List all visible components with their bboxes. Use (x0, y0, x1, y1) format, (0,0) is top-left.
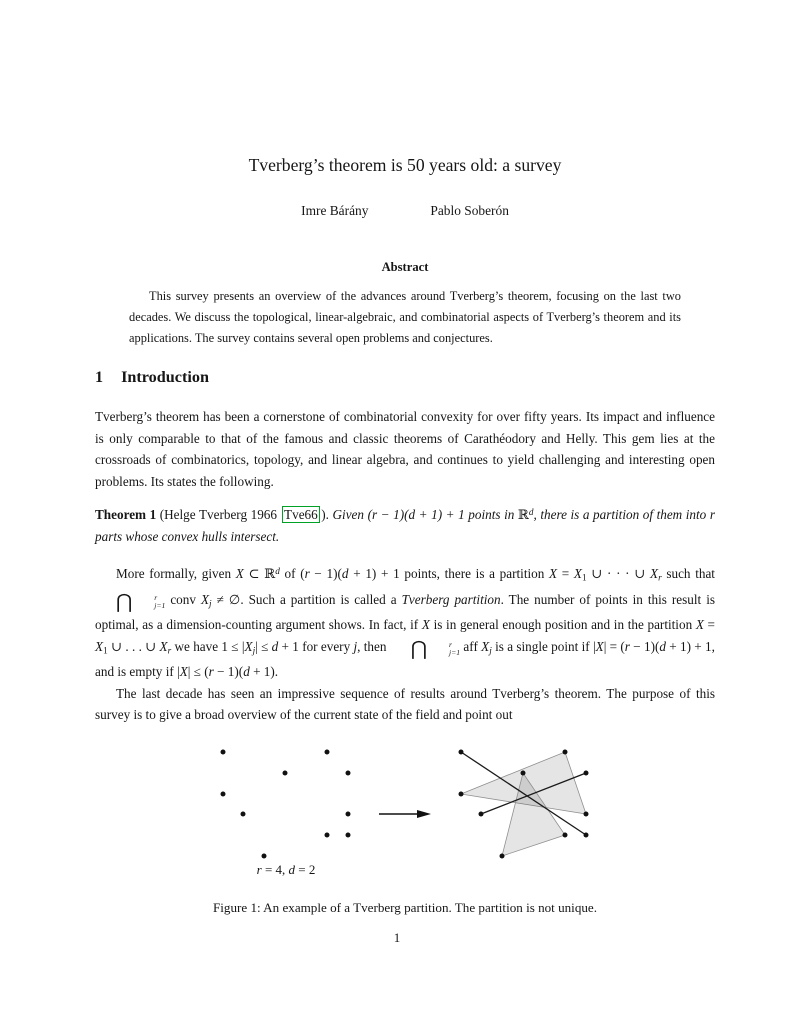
author-name-2: Pablo Soberón (430, 202, 509, 218)
paper-content (95, 0, 715, 916)
section-heading (95, 368, 715, 387)
theorem-block: Theorem 1 (Helge Tverberg 1966 Tve66 ). Given (r − 1)(d + 1) + 1 points in ℝ$^d$, there is a partition of them into r parts whose convex hulls intersect. (95, 507, 715, 544)
section-title: Introduction (121, 368, 209, 387)
abstract-text: This survey presents an overview of the advances around Tverberg’s theorem, focusing on the last two decades. We discuss the topological, linear-algebraic, and combinatorial aspects of Tverberg’s theorem and its applications. The survey contains several open problems and conjectures. (129, 288, 681, 345)
big-intersection-symbol: ⋂ r j=1 (116, 590, 166, 614)
big-intersection-symbol: ⋂ r j=1 (410, 637, 461, 661)
abstract-heading: Abstract (381, 259, 429, 274)
paper-title: Tverberg’s theorem is 50 years old: a survey (248, 155, 562, 175)
section-number: 1 (95, 368, 104, 387)
figure-1 (95, 730, 715, 878)
figure-left-panel (206, 730, 366, 878)
formal-paragraph: More formally, given X ⊂ ℝ$^d$ of (r − 1)(d + 1) + 1 points, there is a partition $X = X_1$ ∪ · · · ∪ $X_r$ such that ⋂ r j=1 conv $X_j$ ≠ ∅. Such a partition is called a Tverberg partition. The number of points in this result is optimal, as a dimension-counting argument shows. In fact, if X is in general enough position and in the partition $X = X_1$ ∪ . . . ∪ $X_r$ we have $1 \le |X_j| \le d + 1$ for every j, then ⋂ r j=1 aff $X_j$ is a single point if |X| = (r − 1)(d + 1) + 1, and is empty if |X| ≤ (r − 1)(d + 1). (95, 565, 716, 680)
figure-arrow-svg (377, 730, 433, 860)
figure-right-panel (444, 730, 604, 860)
author-name-1: Imre Bárány (301, 202, 369, 218)
figure-label: r = 4, d = 2 (256, 861, 316, 877)
authors-row (95, 203, 715, 219)
figure-partition-svg (444, 730, 604, 860)
intro-paragraph: Tverberg’s theorem has been a cornerstone of combinatorial convexity for over fifty years. Its impact and influence is only comparable to that of the famous and classic theorems of Carathéodory and Helly. This gem lies at the crossroads of combinatorics, topology, and linear algebra, and continues to yield challenging and interesting open problems. Its states the following. (95, 409, 715, 489)
page-number: 1 (393, 930, 401, 945)
figure-caption: Figure 1: An example of a Tverberg partition. The partition is not unique. (212, 899, 597, 915)
citation-link[interactable]: Tve66 (282, 506, 321, 523)
closing-paragraph: The last decade has seen an impressive sequence of results around Tverberg’s theorem. The purpose of this survey is to give a broad overview of the current state of the field and point out (95, 685, 715, 723)
figure-points-svg (206, 730, 366, 860)
